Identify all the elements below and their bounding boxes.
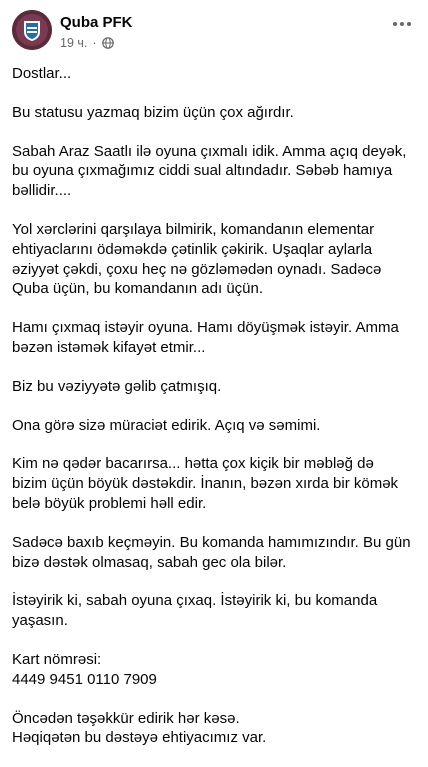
more-horizontal-icon [407,22,411,26]
page-name-link[interactable]: Quba PFK [60,14,133,31]
meta-separator: · [92,36,97,50]
globe-icon[interactable] [102,37,114,49]
post-text-line: bizim üçün böyük dəstəkdir. İnanın, bəzən xırda bir kömək [12,475,399,493]
post-text-line: Dostlar... [12,65,72,82]
post-paragraph [12,64,422,84]
post-header [0,0,428,58]
post-paragraph [12,650,422,690]
post-text-line: Yol xərclərini qarşılaya bilmirik, komandanın elementar [12,220,375,238]
post-paragraph [12,533,422,573]
post-text-line: Hamı çıxmaq istəyir oyuna. Hamı döyüşmək istəyir. Amma [12,319,399,337]
post-paragraph [12,220,422,299]
more-horizontal-icon [393,22,397,26]
post-text-line: Sabah Araz Saatlı ilə oyuna çıxmalı idik. Amma açıq deyək, [12,142,407,160]
post-text-line: İstəyirik ki, sabah oyuna çıxaq. İstəyirik ki, bu komanda [12,592,378,610]
post-text-line: 4449 9451 0110 7909 [12,670,157,688]
more-horizontal-icon [400,22,404,26]
post-text-line: Həqiqətən bu dəstəyə ehtiyacımız var. [12,729,267,747]
club-crest-icon [12,10,52,50]
post-meta [60,36,114,50]
post-paragraph [12,318,422,358]
post-paragraph [12,103,422,123]
post-text-line: bəllidir.... [12,182,72,200]
post-text-line: Kart nömrəsi: [12,650,102,668]
post-text-line: yaşasın. [12,612,68,630]
post-text-line: Bu statusu yazmaq bizim üçün çox ağırdır. [12,103,294,121]
post-timestamp[interactable]: 19 ч. [60,36,88,50]
post-paragraph [12,416,422,436]
post-text-line: Öncədən təşəkkür edirik hər kəsə. [12,709,240,727]
post-text-line: əziyyət çəkdi, çoxu heç nə gözləmədən oynadı. Sadəcə [12,260,382,278]
post-text-line: belə böyük problemi həll edir. [12,494,207,512]
more-options-button[interactable] [386,12,418,36]
post-text-line: Ona görə sizə müraciət edirik. Açıq və səmimi. [12,416,321,434]
post-text-line: Quba üçün, bu komandanın adı üçün. [12,280,264,298]
page-avatar[interactable] [12,10,52,50]
post-paragraph [12,454,422,513]
post-text-line: bəzən istəmək kifayət etmir... [12,338,206,356]
post-text-line: Biz bu vəziyyətə gəlib çatmışıq. [12,377,222,395]
post-text [12,64,422,767]
post-paragraph [12,591,422,631]
post-paragraph [12,377,422,397]
post-text-line: Kim nə qədər bacarırsa... hətta çox kiçik bir məbləğ də [12,455,374,473]
post-text-line: Sadəcə baxıb keçməyin. Bu komanda hamımızındır. Bu gün [12,533,411,551]
post-text-line: ehtiyaclarını ödəməkdə çətinlik çəkirik. Uşaqlar aylarla [12,240,373,258]
post-paragraph [12,709,422,749]
post-paragraph [12,142,422,201]
post-text-line: bizə dəstək olmasaq, sabah gec ola bilər. [12,553,287,571]
post-text-line: bu oyuna çıxmağımız ciddi sual altındadır. Səbəb hamıya [12,162,393,180]
